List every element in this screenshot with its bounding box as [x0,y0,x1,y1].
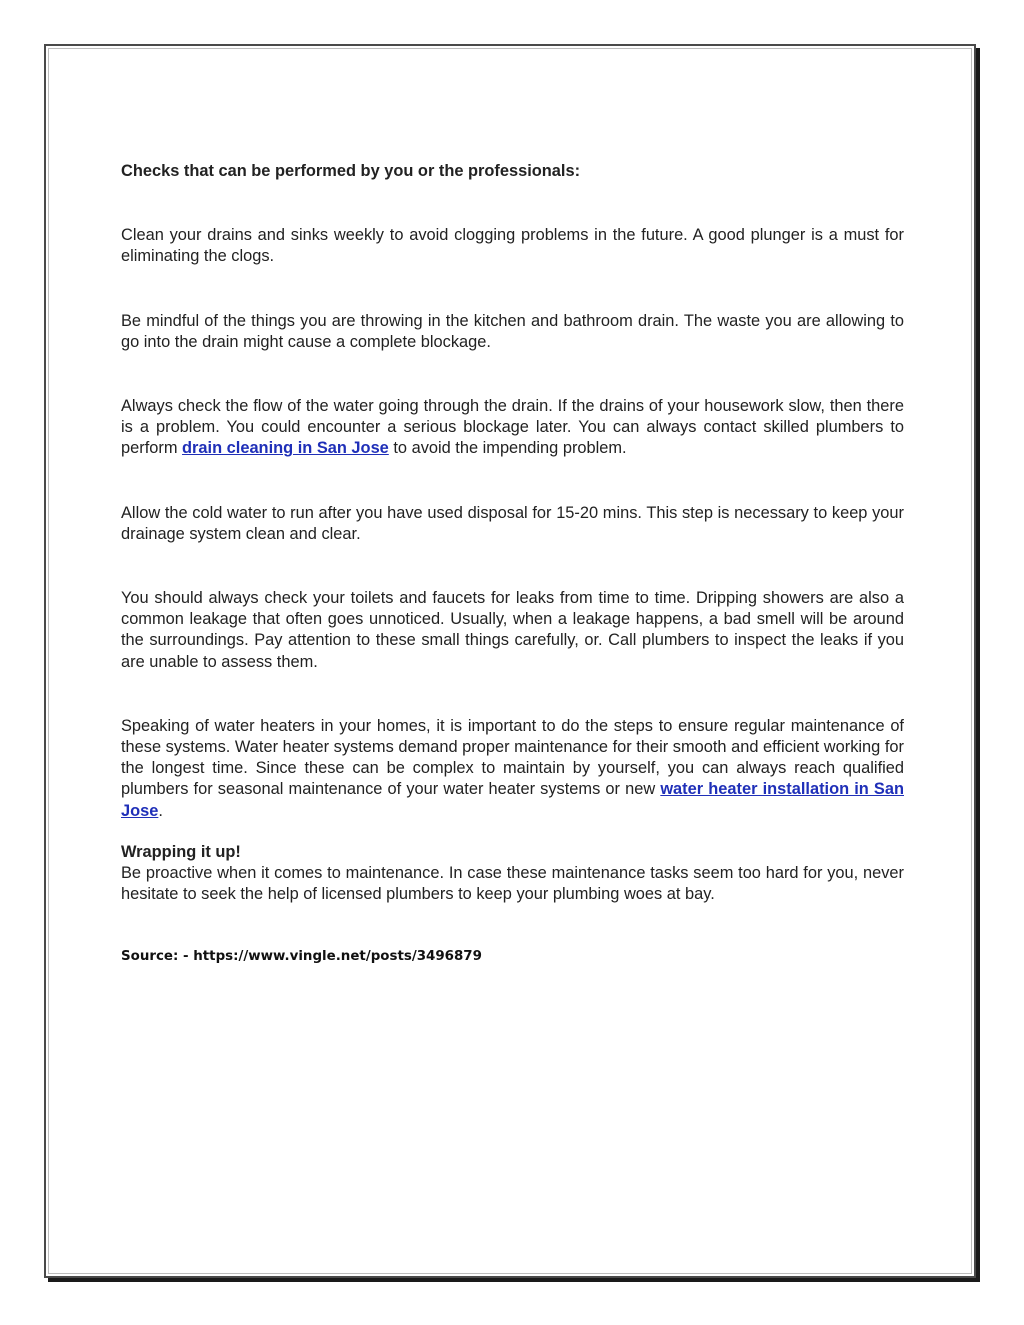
wrap-up-heading: Wrapping it up! [121,842,241,861]
paragraph-water-heaters-text: Speaking of water heaters in your homes, it is important to do the steps to ensure regular maintenance of these systems. Water heater systems demand proper maintenance for their smooth and efficient working for the longest time. Since these can be complex to maintain by yourself, you can always reach qualified plumbers for seasonal maintenance of your water heater systems or new [121,716,904,799]
paragraph-mindful-waste: Be mindful of the things you are throwing in the kitchen and bathroom drain. The waste you are allowing to go into the drain might cause a complete blockage. [121,311,904,351]
paragraph-water-heaters-tail: . [158,801,163,820]
water-heater-installation-link[interactable]: water heater installation in San Jose [121,780,904,820]
paragraph-cold-water: Allow the cold water to run after you have used disposal for 15-20 mins. This step is necessary to keep your drainage system clean and clear. [121,503,904,543]
drain-cleaning-link[interactable]: drain cleaning in San Jose [182,439,389,458]
paragraph-check-flow-tail: to avoid the impending problem. [388,439,627,458]
source-citation: Source: - https://www.vingle.net/posts/3496879 [121,949,482,965]
section-heading: Checks that can be performed by you or the professionals: [121,162,581,180]
paragraph-clean-drains: Clean your drains and sinks weekly to avoid clogging problems in the future. A good plunger is a must for eliminating the clogs. [121,226,904,266]
paragraph-leaks: You should always check your toilets and faucets for leaks from time to time. Dripping showers are also a common leakage that often goes unnoticed. Usually, when a leakage happens, a bad smell will be around the surroundings. Pay attention to these small things carefully, or. Call plumbers to inspect the leaks if you are unable to assess them. [121,589,904,671]
paragraph-check-flow-text: Always check the flow of the water going through the drain. If the drains of your housework slow, then there is a problem. You could encounter a serious blockage later. You can always contact skilled plumbers to perform [121,397,904,458]
paragraph-wrap-up: Be proactive when it comes to maintenance. In case these maintenance tasks seem too hard for you, never hesitate to seek the help of licensed plumbers to keep your plumbing woes at bay. [121,864,904,904]
document-body [121,161,904,966]
paragraph-check-flow [121,396,904,460]
paragraph-water-heaters [121,716,904,822]
